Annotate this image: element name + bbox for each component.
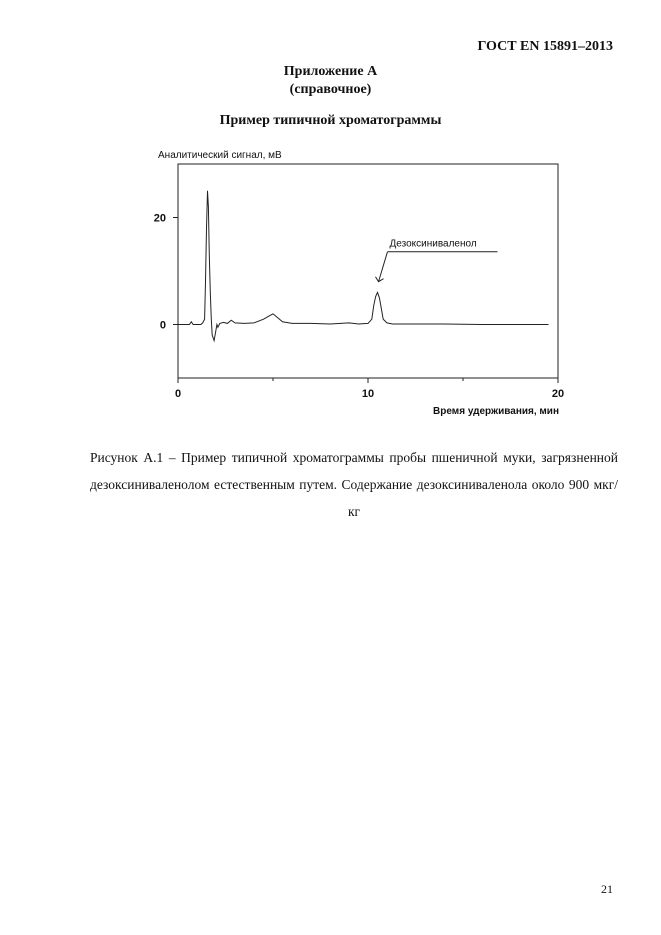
figure-caption: Рисунок А.1 – Пример типичной хроматограммы пробы пшеничной муки, загрязненной дезоксиниваленолом естественным путем. Содержание дезоксиниваленола около 900 мкг/кг (90, 450, 618, 519)
standard-designation: ГОСТ EN 15891–2013 (477, 39, 613, 54)
appendix-heading (0, 63, 661, 99)
x-tick-label: 10 (361, 388, 375, 400)
chromatogram-figure (140, 140, 590, 430)
x-tick-label: 0 (174, 388, 182, 400)
plot-frame (178, 164, 558, 378)
appendix-type: (справочное) (289, 82, 372, 97)
x-axis-label: Время удерживания, мин (433, 406, 559, 417)
page-number: 21 (601, 882, 613, 896)
x-tick-label: 20 (551, 388, 565, 400)
y-axis-label: Аналитический сигнал, мВ (158, 150, 282, 161)
peak-annotation-label: Дезоксиниваленол (389, 238, 477, 250)
axis-ticks (154, 213, 564, 401)
y-tick-label: 20 (153, 212, 166, 225)
example-title: Пример типичной хроматограммы (219, 113, 442, 128)
annotation-leader-line (379, 252, 388, 282)
appendix-title: Приложение А (283, 64, 378, 79)
y-tick-label: 0 (159, 319, 166, 332)
signal-series-line (178, 191, 549, 341)
